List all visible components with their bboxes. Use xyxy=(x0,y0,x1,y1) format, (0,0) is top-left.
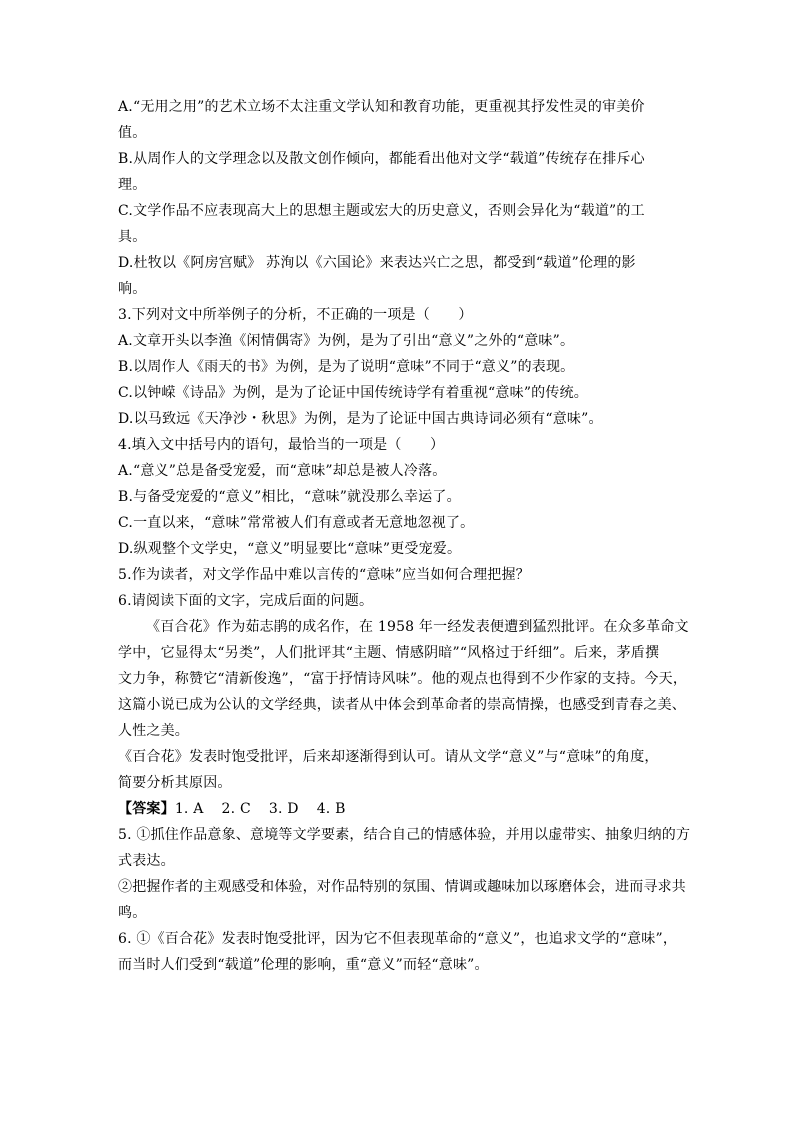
answer-6-line2: 而当时人们受到“载道”伦理的影响，重“意义”而轻“意味”。 xyxy=(118,957,489,973)
answer-heading: 【答案】 xyxy=(118,801,175,817)
q2-option-d-line2: 响。 xyxy=(118,281,147,297)
q2-option-b-line1: B.从周作人的文学理念以及散文创作倾向，都能看出他对文学“载道”传统存在排斥心 xyxy=(118,151,645,167)
q3-stem: 3.下列对文中所举例子的分析，不正确的一项是（ ） xyxy=(118,307,473,323)
q2-option-a-line2: 值。 xyxy=(118,125,147,141)
q4-option-d: D.纵观整个文学史，“意义”明显要比“意味”更受宠爱。 xyxy=(118,541,462,557)
q6-passage-line2: 学中，它显得太“另类”，人们批评其“主题、情感阴暗”“风格过于纤细”。后来，茅盾撰 xyxy=(118,645,660,661)
q6-question-line2: 简要分析其原因。 xyxy=(118,775,232,791)
answer-4: 4. B xyxy=(316,801,346,817)
answer-6-line1: 6. ①《百合花》发表时饱受批评，因为它不但表现革命的“意义”，也追求文学的“意味”， xyxy=(118,931,678,947)
q3-option-a: A.文章开头以李渔《闲情偶寄》为例，是为了引出“意义”之外的“意味”。 xyxy=(118,333,575,349)
q6-passage-line1: 《百合花》作为茹志鹃的成名作，在 1958 年一经发表便遭到猛烈批评。在众多革命文 xyxy=(146,619,689,635)
q4-option-a: A.“意义”总是备受宠爱，而“意味”却总是被人冷落。 xyxy=(118,463,447,479)
answer-1: 1. A xyxy=(174,801,204,817)
q2-option-a-line1: A.“无用之用”的艺术立场不太注重文学认知和教育功能，更重视其抒发性灵的审美价 xyxy=(118,99,645,115)
q3-option-d: D.以马致远《天净沙・秋思》为例，是为了论证中国古典诗词必须有“意味”。 xyxy=(118,411,603,427)
q5-stem: 5.作为读者，对文学作品中难以言传的“意味”应当如何合理把握？ xyxy=(118,567,530,583)
answer-2: 2. C xyxy=(221,801,251,817)
q4-stem: 4.填入文中括号内的语句，最恰当的一项是（ ） xyxy=(118,437,445,453)
q3-option-b: B.以周作人《雨天的书》为例，是为了说明“意味”不同于“意义”的表现。 xyxy=(118,359,575,375)
answer-3: 3. D xyxy=(268,801,299,817)
q6-question-line1: 《百合花》发表时饱受批评，后来却逐渐得到认可。请从文学“意义”与“意味”的角度， xyxy=(118,749,659,765)
q6-passage-line5: 人性之美。 xyxy=(118,723,189,739)
answer-key-row xyxy=(118,796,688,822)
answer-5-line1: 5. ①抓住作品意象、意境等文学要素，结合自己的情感体验，并用以虚带实、抽象归纳的方 xyxy=(118,827,691,843)
q4-option-c: C.一直以来，“意味”常常被人们有意或者无意地忽视了。 xyxy=(118,515,475,531)
q6-passage-line4: 这篇小说已成为公认的文学经典，读者从中体会到革命者的崇高情操，也感受到青春之美、 xyxy=(118,697,686,713)
page-content xyxy=(118,94,691,978)
q3-option-c: C.以钟嵘《诗品》为例，是为了论证中国传统诗学有着重视“意味”的传统。 xyxy=(118,385,588,401)
answer-5-line4: 鸣。 xyxy=(118,905,147,921)
q2-option-c-line2: 具。 xyxy=(118,229,147,245)
q2-option-b-line2: 理。 xyxy=(118,177,147,193)
q6-passage-line3: 文力争，称赞它“清新俊逸”，“富于抒情诗风味”。他的观点也得到不少作家的支持。今天， xyxy=(118,671,688,687)
answer-5-line2: 式表达。 xyxy=(118,853,175,869)
q2-option-d-line1: D.杜牧以《阿房宫赋》 苏洵以《六国论》来表达兴亡之思，都受到“载道”伦理的影 xyxy=(118,255,636,271)
q6-stem: 6.请阅读下面的文字，完成后面的问题。 xyxy=(118,593,374,609)
q4-option-b: B.与备受宠爱的“意义”相比，“意味”就没那么幸运了。 xyxy=(118,489,461,505)
answer-5-line3: ②把握作者的主观感受和体验，对作品特别的氛围、情调或趣味加以琢磨体会，进而寻求共 xyxy=(118,879,686,895)
q2-option-c-line1: C.文学作品不应表现高大上的思想主题或宏大的历史意义，否则会异化为“载道”的工 xyxy=(118,203,645,219)
